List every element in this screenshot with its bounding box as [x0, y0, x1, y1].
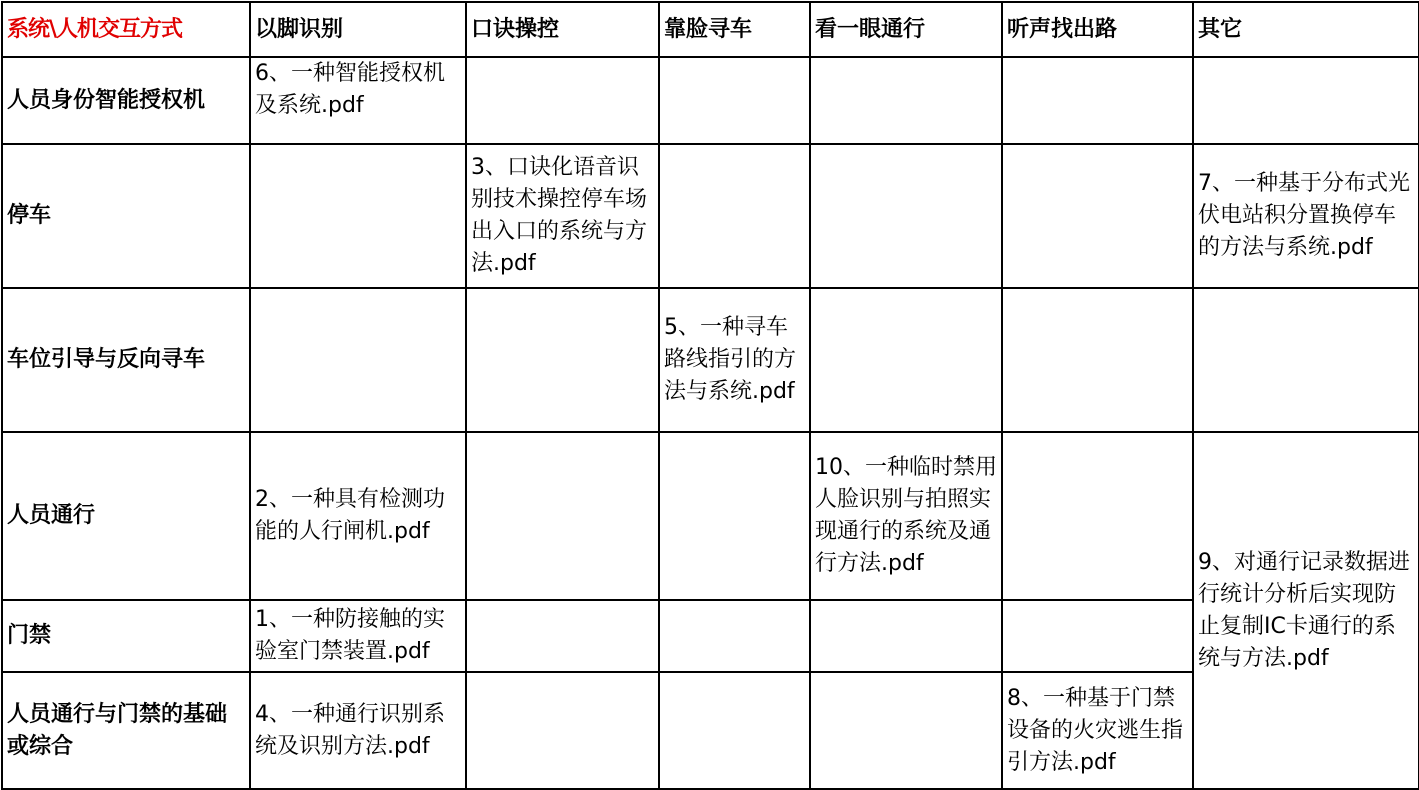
row-header-combined: 人员通行与门禁的基础或综合	[2, 672, 250, 789]
empty-cell	[810, 57, 1002, 144]
col-header-foot: 以脚识别	[250, 2, 466, 57]
row-header-guidance: 车位引导与反向寻车	[2, 288, 250, 432]
empty-cell	[810, 144, 1002, 288]
cell-r6-c1: 4、一种通行识别系统及识别方法.pdf	[250, 672, 466, 789]
empty-cell	[1193, 288, 1419, 432]
col-header-glance: 看一眼通行	[810, 2, 1002, 57]
cell-r1-c1: 6、一种智能授权机及系统.pdf	[250, 57, 466, 144]
table-row	[2, 432, 1419, 600]
empty-cell	[810, 288, 1002, 432]
cell-r3-c3: 5、一种寻车路线指引的方法与系统.pdf	[659, 288, 810, 432]
cell-r2-c2: 3、口诀化语音识别技术操控停车场出入口的系统与方法.pdf	[466, 144, 659, 288]
empty-cell	[1193, 57, 1419, 144]
empty-cell	[659, 144, 810, 288]
empty-cell	[1002, 288, 1193, 432]
empty-cell	[466, 600, 659, 672]
cell-r5-c1: 1、一种防接触的实验室门禁装置.pdf	[250, 600, 466, 672]
row-header-auth: 人员身份智能授权机	[2, 57, 250, 144]
header-row	[2, 2, 1419, 57]
row-header-parking: 停车	[2, 144, 250, 288]
row-header-passage: 人员通行	[2, 432, 250, 600]
empty-cell	[466, 672, 659, 789]
col-header-sound: 听声找出路	[1002, 2, 1193, 57]
cell-r6-c5: 8、一种基于门禁设备的火灾逃生指引方法.pdf	[1002, 672, 1193, 789]
empty-cell	[466, 57, 659, 144]
empty-cell	[250, 144, 466, 288]
table-row	[2, 57, 1419, 144]
table-row	[2, 144, 1419, 288]
cell-r4-c1: 2、一种具有检测功能的人行闸机.pdf	[250, 432, 466, 600]
empty-cell	[659, 600, 810, 672]
corner-header: 系统\人机交互方式	[2, 2, 250, 57]
empty-cell	[1002, 432, 1193, 600]
col-header-other: 其它	[1193, 2, 1419, 57]
empty-cell	[659, 57, 810, 144]
empty-cell	[466, 432, 659, 600]
cell-r4-c4: 10、一种临时禁用人脸识别与拍照实现通行的系统及通行方法.pdf	[810, 432, 1002, 600]
empty-cell	[250, 288, 466, 432]
cell-r4-c6: 9、对通行记录数据进行统计分析后实现防止复制IC卡通行的系统与方法.pdf	[1193, 432, 1419, 789]
empty-cell	[1002, 144, 1193, 288]
empty-cell	[659, 432, 810, 600]
empty-cell	[810, 672, 1002, 789]
empty-cell	[1002, 600, 1193, 672]
col-header-face-car: 靠脸寻车	[659, 2, 810, 57]
empty-cell	[1002, 57, 1193, 144]
empty-cell	[466, 288, 659, 432]
classification-table	[1, 1, 1419, 790]
cell-r2-c6: 7、一种基于分布式光伏电站积分置换停车的方法与系统.pdf	[1193, 144, 1419, 288]
empty-cell	[659, 672, 810, 789]
col-header-voice: 口诀操控	[466, 2, 659, 57]
empty-cell	[810, 600, 1002, 672]
table-row	[2, 288, 1419, 432]
row-header-access: 门禁	[2, 600, 250, 672]
